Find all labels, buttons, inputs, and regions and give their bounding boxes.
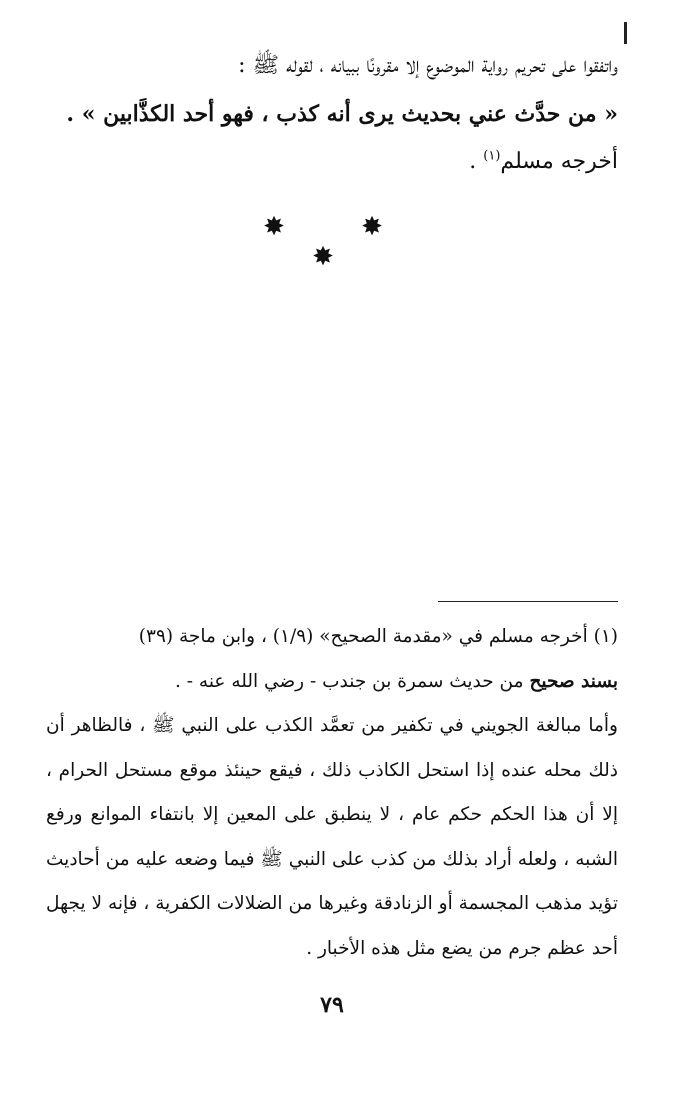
footnotes-block <box>46 615 618 971</box>
section-separator-stars: ✸ ✸ ✸ <box>263 212 417 272</box>
line-end-period: . <box>469 149 484 174</box>
footnote-1-rest: من حديث سمرة بن جندب - رضي الله عنه - . <box>175 670 530 692</box>
hadith-quote: « من حدَّث عني بحديث يرى أنه كذب ، فهو أحد الكذَّابين » . <box>66 101 618 127</box>
page-edge-mark <box>624 22 627 44</box>
footnote-divider <box>438 601 618 602</box>
footnote-1-line-1: (١) أخرجه مسلم في «مقدمة الصحيح» (١/٩) ، وابن ماجة (٣٩) <box>138 626 618 647</box>
main-line-3 <box>58 138 618 186</box>
main-line-1: واتفقوا على تحريم رواية الموضوع إلا مقرونًا ببيانه ، لقوله ﷺ : <box>238 53 618 78</box>
page-number: ٧٩ <box>320 992 344 1018</box>
footnote-bold-phrase: بسند صحيح <box>529 670 618 692</box>
footnote-paragraph: وأما مبالغة الجويني في تكفير من تعمَّد الكذب على النبي ﷺ ، فالظاهر أن ذلك محله عنده إذا استحل الكاذب ذلك ، فيقع حينئذ موقع مستحل الحرام ، إلا أن هذا الحكم حكم عام ، لا ينطبق على المعين إلا بانتفاء الموانع ورفع الشبه ، ولعله أراد بذلك من كذب على النبي ﷺ فيما وضعه عليه من أحاديث تؤيد مذهب المجسمة أو الزنادقة وغيرها من الضلالات الكفرية ، فإنه لا يجهل أحد عظم جرم من يضع مثل هذه الأخبار . <box>46 715 618 959</box>
main-text-block <box>58 42 618 186</box>
footnote-ref-1: (١) <box>483 148 501 164</box>
footnote-1-line-2 <box>46 660 618 705</box>
takhrij-text: أخرجه مسلم <box>500 149 618 174</box>
